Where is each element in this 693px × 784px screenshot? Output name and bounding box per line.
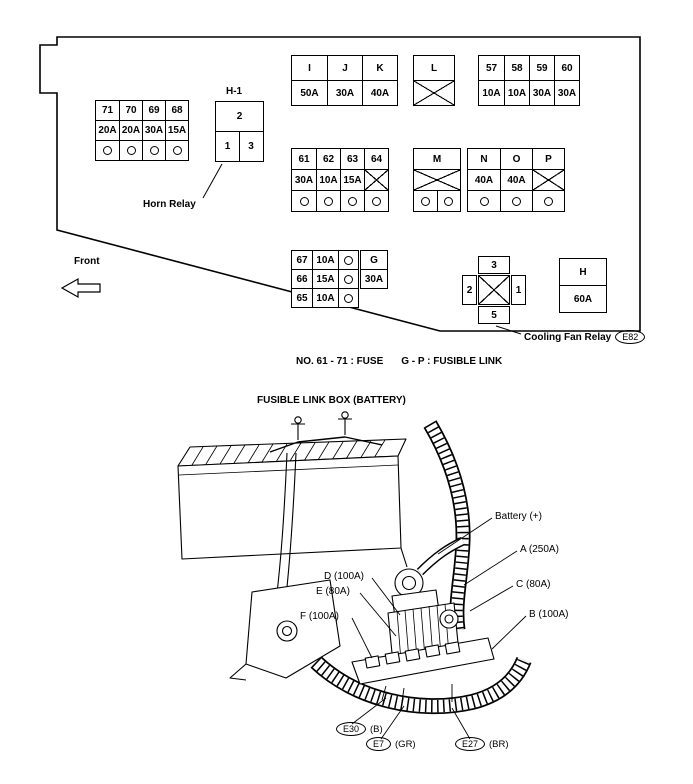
fuse-terminal-row: [292, 190, 388, 211]
relay-pin-cell: 2: [466, 284, 473, 296]
fuse-terminal-cell: [165, 141, 188, 160]
link-header-cell: K: [362, 56, 397, 80]
fuse-block-61-64: [291, 148, 389, 212]
connector-e27: [455, 737, 509, 751]
fuse-number-cell: 59: [529, 56, 554, 80]
terminal-circle-icon: [348, 197, 357, 206]
terminal-circle-icon: [372, 197, 381, 206]
link-amp-cell: 30A: [327, 81, 362, 105]
link-header-cell: N: [480, 153, 488, 165]
terminal-circle-icon: [512, 197, 521, 206]
link-amp-row: [560, 285, 606, 312]
fuse-amp-cell: 30A: [554, 81, 579, 105]
cooling-fan-relay-pin-left: [462, 275, 477, 305]
fuse-terminal-cell: [340, 191, 364, 211]
front-arrow-icon: [62, 279, 100, 297]
link-block-g: [360, 250, 388, 289]
fuse-amp-cell: 20A: [119, 121, 142, 140]
fuse-row: [292, 269, 358, 288]
fuse-amp-row: [479, 80, 579, 105]
link-header-cell: H: [579, 266, 587, 278]
fuse-number-cell: 66: [296, 273, 308, 285]
terminal-circle-icon: [444, 197, 453, 206]
h1-relay-label: H-1: [226, 86, 243, 97]
label-link-b: B (100A): [529, 609, 569, 620]
fuse-terminal-cell: [292, 191, 316, 211]
terminal-circle-icon: [300, 197, 309, 206]
link-amp-cell: 30A: [364, 273, 384, 285]
cooling-fan-relay-body: [478, 275, 510, 305]
caption-fusible-link: G - P : FUSIBLE LINK: [401, 356, 503, 367]
fuse-amp-cell: 20A: [98, 125, 117, 136]
link-block-nop: [467, 148, 565, 212]
horn-relay-label: Horn Relay: [143, 199, 196, 210]
link-amp-cell: 60A: [573, 293, 593, 305]
fuse-terminal-cell: [437, 191, 460, 211]
link-header-row: [361, 251, 387, 269]
label-battery-plus: Battery (+): [495, 511, 542, 522]
fuse-amp-cell: 10A: [482, 87, 501, 99]
link-header-cell: M: [432, 153, 442, 165]
fuse-number-cell: 64: [364, 149, 388, 169]
fuse-amp-row: [96, 120, 188, 140]
fuse-number-cell: 68: [165, 101, 188, 120]
connector-id-badge: E30: [336, 722, 366, 736]
fuse-number-row: [479, 56, 579, 80]
cooling-fan-relay-pin-right: [511, 275, 526, 305]
cooling-fan-relay-callout: [524, 330, 645, 344]
fuse-number-cell: 58: [504, 56, 529, 80]
relay-pin-cell: 3: [239, 132, 262, 161]
fuse-amp-cell: 15A: [312, 270, 338, 288]
terminal-circle-icon: [173, 146, 182, 155]
fuse-number-row: [292, 149, 388, 169]
link-amp-cell: 40A: [362, 81, 397, 105]
x-link-icon: [479, 276, 509, 304]
fuse-number-cell: 71: [101, 105, 114, 116]
terminal-circle-icon: [103, 146, 112, 155]
fuse-terminal-cell: [338, 251, 358, 269]
link-header-cell: I: [308, 62, 311, 74]
fuse-amp-cell: 15A: [165, 121, 188, 140]
fuse-number-cell: 67: [296, 254, 308, 266]
label-link-a: A (250A): [520, 544, 559, 555]
fuse-terminal-cell: [364, 191, 388, 211]
terminal-circle-icon: [421, 197, 430, 206]
fuse-terminal-cell: [142, 141, 165, 160]
fuse-terminal-cell: [338, 289, 358, 307]
fuse-terminal-cell: [96, 141, 119, 160]
terminal-circle-icon: [344, 294, 353, 303]
fuse-terminal-cell: [468, 191, 500, 211]
link-header-row: [414, 149, 460, 169]
link-header-row: [292, 56, 397, 80]
fuse-terminal-cell: [338, 270, 358, 288]
fuse-amp-cell: 30A: [142, 121, 165, 140]
link-header-row: [560, 259, 606, 285]
fuse-row: [292, 251, 358, 269]
connector-color-note: (B): [370, 723, 383, 735]
fuse-amp-cell: 10A: [504, 81, 529, 105]
fuse-amp-cell: 10A: [312, 289, 338, 307]
label-link-d: D (100A): [324, 571, 365, 582]
fuse-terminal-cell: [532, 191, 564, 211]
fuse-block-65-67: [291, 250, 359, 308]
terminal-circle-icon: [480, 197, 489, 206]
link-amp-cell: 50A: [300, 87, 319, 99]
fuse-terminal-cell: [414, 191, 437, 211]
link-amp-cell: 40A: [474, 174, 494, 186]
link-block-l: [413, 55, 455, 106]
fuse-amp-row: [292, 169, 388, 190]
x-link-icon: [364, 170, 388, 190]
relay-pin-cell: 5: [491, 309, 497, 321]
x-link-icon: [532, 170, 564, 190]
terminal-circle-icon: [344, 275, 353, 284]
relay-row: [216, 102, 263, 131]
connector-ref-badge: E82: [615, 330, 645, 344]
cooling-fan-relay-label: Cooling Fan Relay: [524, 331, 612, 343]
fuse-amp-cell: 30A: [529, 81, 554, 105]
fuse-number-cell: 69: [142, 101, 165, 120]
fuse-terminal-row: [96, 140, 188, 160]
link-header-cell: G: [370, 254, 378, 266]
fuse-amp-cell: 15A: [340, 170, 364, 190]
link-block-h: [559, 258, 607, 313]
terminal-circle-icon: [544, 197, 553, 206]
relay-pin-cell: 1: [515, 284, 522, 296]
fuse-terminal-cell: [119, 141, 142, 160]
connector-color-note: (GR): [395, 738, 416, 750]
fusible-link-box-illustration: [352, 541, 494, 702]
diagram-caption: [296, 356, 502, 367]
link-x-row: [414, 80, 454, 105]
fuse-amp-cell: 30A: [294, 174, 314, 186]
terminal-circle-icon: [344, 256, 353, 265]
link-header-cell: P: [532, 149, 564, 169]
h1-relay-block: [215, 101, 264, 162]
fuse-terminal-cell: [500, 191, 532, 211]
link-amp-row: [361, 269, 387, 288]
fuse-block-71-68: [95, 100, 189, 161]
x-link-icon: [414, 81, 454, 105]
fuse-number-cell: 61: [298, 153, 310, 165]
fuse-number-cell: 60: [554, 56, 579, 80]
fuse-number-row: [96, 101, 188, 120]
label-link-e: E (80A): [316, 586, 350, 597]
link-header-cell: O: [500, 149, 532, 169]
relay-pin-cell: 2: [236, 111, 243, 122]
connector-e30: [336, 722, 383, 736]
cooling-fan-relay-pin-bottom: [478, 306, 510, 324]
connector-e7: [366, 737, 416, 751]
link-header-cell: L: [430, 62, 438, 74]
link-terminal-row: [468, 190, 564, 211]
fuse-terminal-cell: [316, 191, 340, 211]
terminal-circle-icon: [127, 146, 136, 155]
fuse-number-cell: 70: [119, 101, 142, 120]
x-link-icon: [414, 170, 460, 190]
battery-illustration: [178, 412, 406, 680]
terminal-circle-icon: [150, 146, 159, 155]
link-header-row: [414, 56, 454, 80]
link-block-m: [413, 148, 461, 212]
cooling-fan-relay-pin-top: [478, 256, 510, 274]
connector-color-note: (BR): [489, 738, 509, 750]
caption-fuse: NO. 61 - 71 : FUSE: [296, 356, 384, 367]
fuse-number-cell: 63: [340, 149, 364, 169]
fuse-row: [292, 288, 358, 307]
link-block-ijk: [291, 55, 398, 106]
relay-pin-cell: 3: [491, 259, 497, 271]
fuse-amp-cell: 10A: [316, 170, 340, 190]
relay-pin-cell: 1: [224, 141, 231, 152]
link-x-row: [414, 169, 460, 190]
link-terminal-row: [414, 190, 460, 211]
fuse-number-cell: 57: [485, 62, 498, 74]
fuse-number-cell: 62: [316, 149, 340, 169]
front-label: Front: [74, 256, 100, 267]
link-header-row: [468, 149, 564, 169]
relay-row: [216, 131, 263, 161]
link-header-cell: J: [327, 56, 362, 80]
fuse-block-57-60: [478, 55, 580, 106]
label-link-f: F (100A): [300, 611, 339, 622]
label-link-c: C (80A): [516, 579, 551, 590]
link-amp-cell: 40A: [500, 170, 532, 190]
fuse-number-cell: 65: [296, 292, 308, 304]
link-amp-row: [468, 169, 564, 190]
battery-section-title: FUSIBLE LINK BOX (BATTERY): [257, 395, 406, 406]
connector-id-badge: E7: [366, 737, 391, 751]
link-amp-row: [292, 80, 397, 105]
connector-id-badge: E27: [455, 737, 485, 751]
terminal-circle-icon: [324, 197, 333, 206]
fuse-amp-cell: 10A: [312, 251, 338, 269]
